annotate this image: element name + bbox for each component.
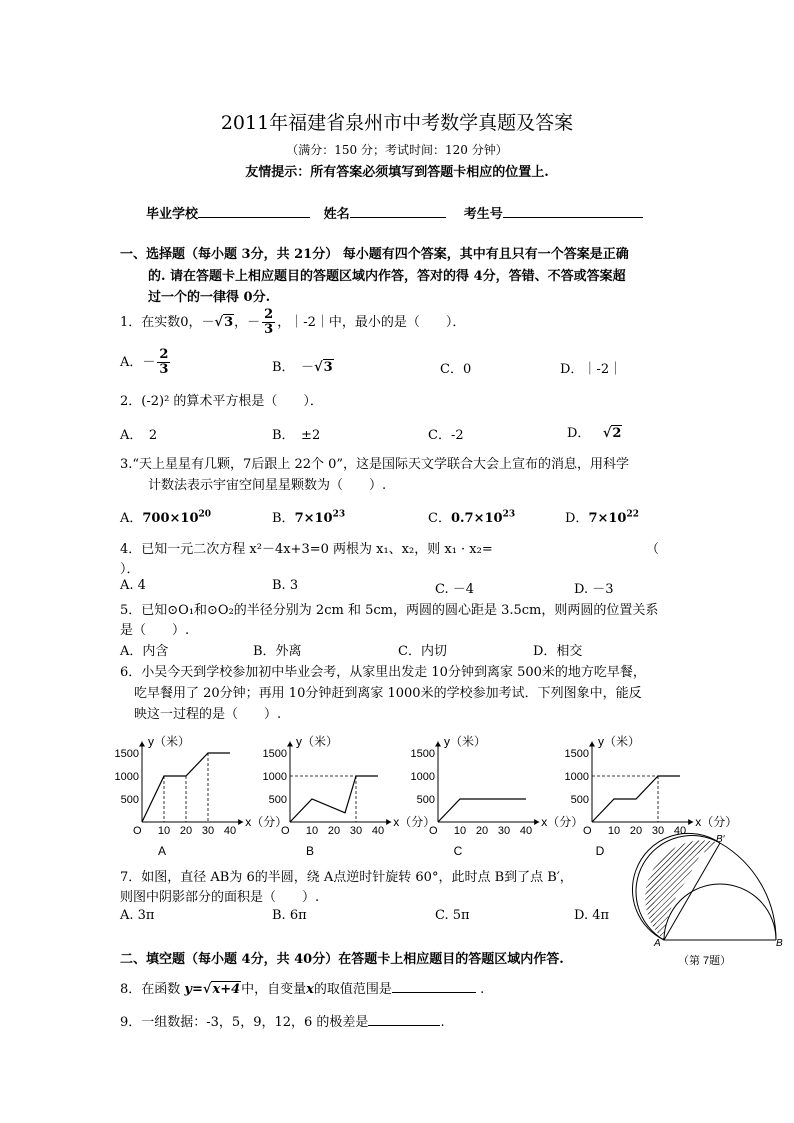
q7-figure bbox=[630, 830, 790, 970]
fig-label-b-prime: B′ bbox=[716, 834, 725, 845]
q4-paren: （ bbox=[646, 542, 660, 557]
q1-frac: $\frac{2}{3}$ bbox=[264, 307, 274, 337]
q1-sqrt: √3 bbox=[214, 315, 234, 330]
y-tick-label: 1500 bbox=[262, 748, 287, 760]
friendly-tip: 友情提示：所有答案必须填写到答题卡相应的位置上. bbox=[245, 165, 549, 180]
x-axis-label: x（分） bbox=[541, 815, 584, 829]
x-tick-label: 10 bbox=[157, 825, 171, 837]
q2-option-c[interactable]: C．-2 bbox=[428, 428, 464, 443]
y-axis-arrow bbox=[589, 742, 595, 747]
graph-caption: C bbox=[453, 844, 463, 858]
x-tick-label: 20 bbox=[179, 825, 193, 837]
y-tick-label: 1000 bbox=[262, 771, 287, 783]
q7-line1: 7．如图，直径 AB为 6的半圆，绕 A点逆时针旋转 60°，此时点 B到了点 B′， bbox=[120, 870, 573, 885]
q5-line2: 是（ ）. bbox=[120, 623, 190, 638]
y-tick-label: 500 bbox=[416, 794, 435, 806]
q6-line2: 吃早餐用了 20分钟；再用 10分钟赶到离家 1000米的学校参加考试．下列图象中，能反 bbox=[134, 686, 642, 701]
q7-option-c[interactable]: C. 5π bbox=[435, 908, 470, 923]
y-tick-label: 500 bbox=[570, 794, 589, 806]
q6-line3: 映这一过程的是（ ）. bbox=[134, 707, 282, 722]
y-tick-label: 500 bbox=[120, 794, 139, 806]
q6-line1: 6．小吴今天到学校参加初中毕业会考，从家里出发走 10分钟到离家 500米的地方吃早餐， bbox=[120, 665, 646, 680]
section1-line1: 一、选择题（每小题 3分，共 21分） 每小题有四个答案，其中有且只有一个答案是正确 bbox=[120, 247, 629, 262]
x-axis-label: x（分） bbox=[245, 815, 288, 829]
graph-a bbox=[115, 734, 288, 859]
x-axis-arrow bbox=[688, 819, 693, 825]
q7-option-a[interactable]: A. 3π bbox=[120, 908, 155, 923]
x-axis-label: x（分） bbox=[695, 815, 738, 829]
school-blank[interactable] bbox=[198, 203, 310, 218]
fig-label-a: A bbox=[654, 938, 661, 949]
fig-label-b: B bbox=[776, 938, 783, 949]
q4-option-b[interactable]: B. 3 bbox=[272, 578, 299, 593]
q5-line1: 5．已知⊙O₁和⊙O₂的半径分别为 2cm 和 5cm，两圆的圆心距是 3.5cm，则两圆的位置关系 bbox=[120, 603, 659, 618]
q1-option-d[interactable]: D．｜-2｜ bbox=[560, 362, 623, 377]
y-axis-label: y（米） bbox=[296, 734, 339, 749]
series-line bbox=[592, 776, 680, 822]
id-label: 考生号 bbox=[463, 207, 503, 222]
q5-option-a[interactable]: A．内含 bbox=[120, 644, 169, 659]
q7-option-d[interactable]: D. 4π bbox=[574, 908, 610, 923]
q1-option-b[interactable]: B． －√3 bbox=[272, 360, 333, 375]
q4-option-d[interactable]: D. －3 bbox=[574, 582, 614, 597]
y-tick-label: 1500 bbox=[410, 748, 435, 760]
x-tick-label: 20 bbox=[629, 825, 643, 837]
x-tick-label: 30 bbox=[201, 825, 215, 837]
exam-info: （满分：150 分；考试时间：120 分钟） bbox=[286, 143, 508, 157]
x-tick-label: 40 bbox=[223, 825, 237, 837]
graph-caption: A bbox=[157, 844, 167, 858]
section1-line3: 过一个的一律得 0分. bbox=[148, 290, 271, 305]
x-tick-label: 10 bbox=[305, 825, 319, 837]
q3-line1: 3.“天上星星有几颗，7后跟上 22个 0”，这是国际天文学联合大会上宣布的消息，用科学 bbox=[120, 457, 630, 472]
x-tick-label: 30 bbox=[497, 825, 511, 837]
q3-option-d[interactable]: D．$7\times 10^{22}$ bbox=[565, 509, 639, 526]
q8-stem: 8．在函数 y=√x+4中，自变量x的取值范围是 . bbox=[120, 978, 484, 997]
origin-label: O bbox=[429, 825, 438, 837]
q6-graphs bbox=[112, 728, 738, 858]
y-tick-label: 1500 bbox=[114, 748, 139, 760]
x-tick-label: 30 bbox=[349, 825, 363, 837]
school-label: 毕业学校 bbox=[146, 207, 199, 222]
semicircle-original bbox=[664, 884, 776, 940]
q4-close: ）． bbox=[120, 562, 140, 577]
student-info-line bbox=[146, 203, 643, 222]
x-tick-label: 30 bbox=[651, 825, 665, 837]
q1-option-a[interactable]: A．－ $\frac{2}{3}$ bbox=[120, 347, 169, 377]
x-tick-label: 20 bbox=[475, 825, 489, 837]
figure-caption: （第 7题） bbox=[678, 955, 732, 967]
graph-b bbox=[263, 734, 436, 859]
page-title: 2011年福建省泉州市中考数学真题及答案 bbox=[220, 112, 574, 134]
q7-line2: 则图中阴影部分的面积是（ ）. bbox=[120, 890, 320, 905]
y-axis-label: y（米） bbox=[148, 734, 191, 749]
q5-option-b[interactable]: B．外离 bbox=[253, 644, 302, 659]
q1-stem bbox=[120, 308, 465, 338]
q4-stem: 4．已知一元二次方程 x²－4x+3=0 两根为 x₁、x₂，则 x₁ · x₂= bbox=[120, 542, 493, 557]
shaded-region-2 bbox=[647, 841, 716, 940]
graph-caption: B bbox=[305, 844, 315, 858]
y-axis-arrow bbox=[287, 742, 293, 747]
q3-option-c[interactable]: C．$0.7\times 10^{23}$ bbox=[428, 509, 516, 526]
q2-option-b[interactable]: B． ±2 bbox=[272, 428, 321, 443]
q4-option-c[interactable]: C. －4 bbox=[435, 582, 475, 597]
q5-option-d[interactable]: D．相交 bbox=[533, 644, 583, 659]
q3-option-b[interactable]: B．$7\times 10^{23}$ bbox=[272, 509, 346, 526]
q9-answer-blank[interactable] bbox=[368, 1011, 440, 1026]
q4-option-a[interactable]: A. 4 bbox=[120, 578, 146, 593]
q1-text-c: ，｜-2｜中，最小的是（ ）． bbox=[277, 315, 466, 330]
origin-label: O bbox=[583, 825, 592, 837]
graph-caption: D bbox=[595, 844, 605, 858]
q2-stem: 2．(-2)² 的算术平方根是（ ）． bbox=[120, 394, 323, 409]
section2-heading: 二、填空题（每小题 4分，共 40分）在答题卡上相应题目的答题区域内作答. bbox=[120, 952, 564, 967]
x-tick-label: 40 bbox=[519, 825, 533, 837]
q1-text-a: 1．在实数0，－ bbox=[120, 315, 215, 330]
q3-line2: 计数法表示宇宙空间星星颗数为（ ）. bbox=[148, 478, 387, 493]
y-axis-label: y（米） bbox=[444, 734, 487, 749]
id-blank[interactable] bbox=[503, 203, 643, 218]
x-axis-arrow bbox=[386, 819, 391, 825]
q1-text-b: ，－ bbox=[234, 315, 261, 330]
x-axis-arrow bbox=[238, 819, 243, 825]
x-tick-label: 10 bbox=[453, 825, 467, 837]
q7-option-b[interactable]: B. 6π bbox=[272, 908, 307, 923]
y-axis-label: y（米） bbox=[598, 734, 641, 749]
y-axis-arrow bbox=[435, 742, 441, 747]
x-axis-label: x（分） bbox=[393, 815, 436, 829]
origin-label: O bbox=[133, 825, 142, 837]
y-axis-arrow bbox=[139, 742, 145, 747]
x-tick-label: 10 bbox=[607, 825, 621, 837]
series-line bbox=[290, 776, 378, 822]
x-tick-label: 40 bbox=[673, 825, 687, 837]
y-tick-label: 1000 bbox=[410, 771, 435, 783]
name-blank[interactable] bbox=[350, 203, 446, 218]
y-tick-label: 1500 bbox=[564, 748, 589, 760]
q2-option-d[interactable]: D． √2 bbox=[567, 426, 622, 441]
q2-option-a[interactable]: A． 2 bbox=[120, 428, 158, 443]
q5-option-c[interactable]: C．内切 bbox=[398, 644, 447, 659]
graph-c bbox=[411, 734, 584, 859]
q8-answer-blank[interactable] bbox=[392, 978, 476, 993]
name-label: 姓名 bbox=[323, 207, 350, 222]
y-tick-label: 1000 bbox=[564, 771, 589, 783]
y-tick-label: 1000 bbox=[114, 771, 139, 783]
q1-option-c[interactable]: C．0 bbox=[440, 362, 472, 377]
section1-line2: 的. 请在答题卡上相应题目的答题区域内作答，答对的得 4分，答错、不答或答案超 bbox=[148, 269, 626, 284]
origin-label: O bbox=[281, 825, 290, 837]
series-line bbox=[438, 799, 526, 822]
x-axis-arrow bbox=[534, 819, 539, 825]
q9-stem: 9．一组数据：-3，5，9，12，6 的极差是 . bbox=[120, 1011, 445, 1030]
y-tick-label: 500 bbox=[268, 794, 287, 806]
x-tick-label: 40 bbox=[371, 825, 385, 837]
q3-option-a[interactable]: A．$700\times 10^{20}$ bbox=[120, 509, 212, 526]
x-tick-label: 20 bbox=[327, 825, 341, 837]
